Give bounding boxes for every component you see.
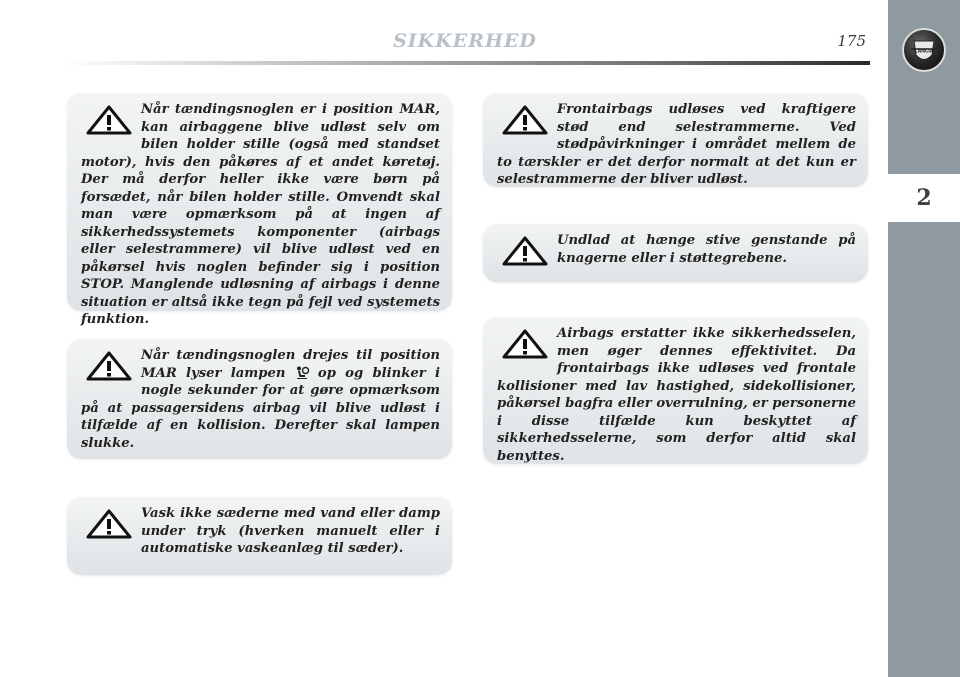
warning-box-seat-cleaning [67, 497, 452, 575]
warning-triangle-icon [501, 236, 549, 266]
warning-box-airbag-lamp [67, 339, 452, 459]
airbag-lamp-icon [295, 366, 309, 379]
warning-triangle-icon [501, 105, 549, 135]
warning-triangle-icon [85, 105, 133, 135]
header-rule [60, 61, 870, 65]
warning-box-airbag-key-mar [67, 93, 452, 327]
chapter-tab[interactable]: 2 [888, 174, 960, 222]
warning-text-end: op og blinker i nogle sekunder for at gøre opmærksom på at passagersidens airbag vil blive udløst i tilfælde af en kollision. Derefter skal lampen slukke. [81, 365, 440, 451]
lancia-shield-icon [901, 27, 947, 73]
warning-triangle-icon [85, 509, 133, 539]
chapter-sidebar [888, 0, 960, 677]
warning-text: Undlad at hænge stive genstande på knagerne eller i støttegrebene. [557, 233, 856, 266]
section-title: SIKKERHED [393, 30, 537, 52]
warning-box-seatbelt [483, 317, 868, 464]
warning-text: Frontairbags udløses ved kraftigere stød end selestrammerne. Ved stødpåvirkninger i området mellem de to tærskler er det derfor normalt at det kun er selestrammerne der bliver udløst. [497, 102, 856, 187]
warning-box-frontairbags-threshold [483, 93, 868, 187]
logo-text: LANCIA [914, 48, 934, 55]
warning-triangle-icon [85, 351, 133, 381]
warning-text-start: Når tændingsnoglen drejes til position MAR lyser lampen [141, 348, 440, 381]
warning-text: Når tændingsnoglen er i position MAR, kan airbaggene blive udløst selv om bilen holder stille (også med standset motor), hvis den påkøres af et andet køretøj. Der må derfor heller ikke være børn på forsædet, når bilen holder stille. Omvendt skal man være opmærksom på at ingen af sikkerhedssystemets komponenter (airbags eller selestrammere) vil blive udløst ved en påkørsel hvis noglen befinder sig i position STOP. Manglende udløsning af airbags i denne situation er altså ikke tegn på fejl ved systemets funktion. [81, 102, 440, 327]
lancia-logo [888, 0, 960, 100]
page-number: 175 [837, 32, 866, 50]
page-header [60, 24, 870, 68]
warning-text: Airbags erstatter ikke sikkerhedsselen, men øger dennes effektivitet. Da frontairbags ikke udløses ved frontale kollisioner med lav hastighed, sidekollisioner, påkørsel bagfra eller overrulning, er personerne i disse tilfælde kun beskyttet af sikkerhedsselerne, som derfor altid skal benyttes. [497, 326, 856, 464]
warning-text: Vask ikke sæderne med vand eller damp under tryk (hverken manuelt eller i automatiske vaskeanlæg til sæder). [141, 506, 440, 556]
warning-triangle-icon [501, 329, 549, 359]
warning-box-hooks [483, 224, 868, 282]
